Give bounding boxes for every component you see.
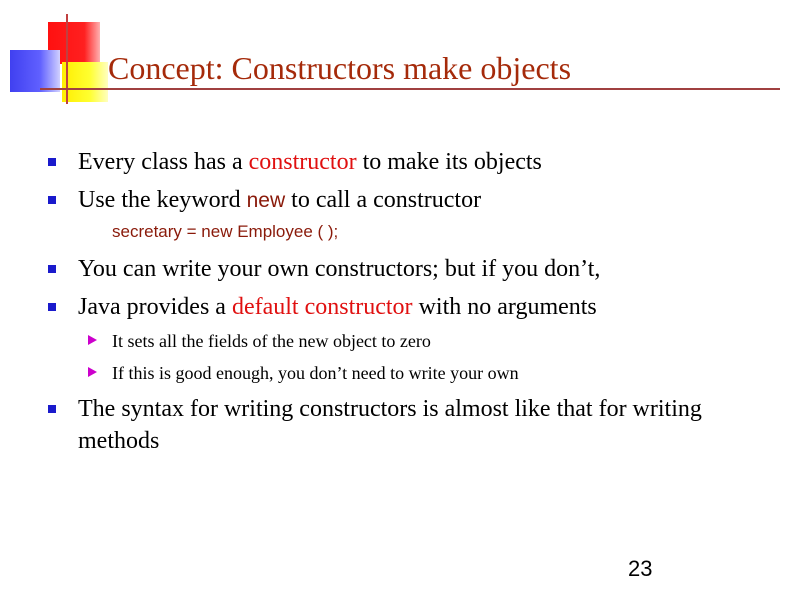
square-bullet-icon xyxy=(48,265,56,273)
slide-logo-decoration xyxy=(0,0,110,110)
bullet-item: Every class has a constructor to make its objects xyxy=(48,146,748,178)
highlight-term: constructor xyxy=(248,149,357,175)
square-bullet-icon xyxy=(48,303,56,311)
yellow-square-decoration xyxy=(62,62,108,102)
code-example: secretary = new Employee ( ); xyxy=(112,222,339,241)
highlight-term: default constructor xyxy=(231,294,413,320)
blue-square-decoration xyxy=(10,50,60,92)
bullet-item: The syntax for writing constructors is almost like that for writing methods xyxy=(48,393,748,457)
square-bullet-icon xyxy=(48,158,56,166)
sub-bullet-item: It sets all the fields of the new object to zero xyxy=(48,329,748,353)
triangle-bullet-icon xyxy=(88,335,97,345)
bullet-item: You can write your own constructors; but if you don’t, xyxy=(48,253,748,285)
bullet-item: Java provides a default constructor with no arguments xyxy=(48,291,748,323)
keyword-term: new xyxy=(246,189,286,212)
sub-bullet-item: If this is good enough, you don’t need to write your own xyxy=(48,361,748,385)
triangle-bullet-icon xyxy=(88,367,97,377)
square-bullet-icon xyxy=(48,196,56,204)
bullet-item: Use the keyword new to call a constructor xyxy=(48,184,748,217)
square-bullet-icon xyxy=(48,405,56,413)
bullet-list xyxy=(48,146,748,463)
vertical-rule-decoration xyxy=(66,14,68,104)
title-underline-rule xyxy=(40,88,780,90)
page-number: 23 xyxy=(628,556,653,581)
slide-title: Concept: Constructors make objects xyxy=(108,50,572,86)
